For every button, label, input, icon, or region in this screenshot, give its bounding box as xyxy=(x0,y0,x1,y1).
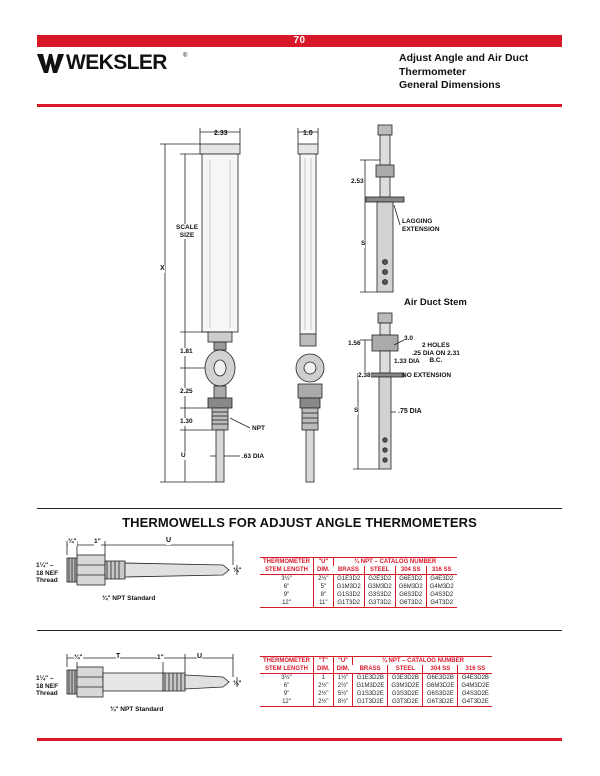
t1-cell: G1E3D2 xyxy=(333,575,364,584)
t2-col-u xyxy=(333,657,353,674)
well2-thread-label xyxy=(36,675,58,698)
t2-cell: 2½" xyxy=(333,682,353,690)
well1-thread-label xyxy=(36,562,58,585)
t1-cell: G6S3D2 xyxy=(395,591,426,599)
table-row xyxy=(260,682,492,690)
t2-cell: G4T3D2E xyxy=(458,698,493,707)
t1-cell: G1M3D2 xyxy=(333,583,364,591)
well1-thread-line-3: Thread xyxy=(36,577,58,584)
t1-cell: G2E3D2 xyxy=(364,575,395,584)
no-extension-label: NO EXTENSION xyxy=(402,372,452,379)
t2-col-brass: BRASS xyxy=(353,665,388,674)
table-row xyxy=(260,583,457,591)
t1-cell: 6" xyxy=(283,584,290,590)
t2-cell: 6" xyxy=(283,683,290,689)
dim-x: X xyxy=(160,265,165,272)
well2-thread-line-3: Thread xyxy=(36,690,58,697)
page-number: 70 xyxy=(293,35,306,46)
title-line-1: Adjust Angle and Air Duct xyxy=(399,52,529,64)
t1-cell: G4M3D2 xyxy=(426,583,457,591)
t2-u-line-2: DIM. xyxy=(336,666,350,672)
dim-2-38: 2.38 xyxy=(358,372,371,379)
well1-npt-standard: ¾" NPT Standard xyxy=(102,595,156,602)
lagging-line-1: LAGGING xyxy=(402,218,433,225)
t2-cell: G4M3D2E xyxy=(458,682,493,690)
two-holes-line-2: .25 DIA ON 2.31 xyxy=(412,349,460,357)
dia-75: .75 DIA xyxy=(398,408,422,415)
well2-dim-u: U xyxy=(197,653,203,660)
well1-dim-side: ¾" xyxy=(233,567,242,574)
scale-size-label xyxy=(176,224,198,239)
t2-cell: G6T3D2E xyxy=(423,698,458,707)
t2-group-header: ¾ NPT – CATALOG NUMBER xyxy=(353,657,493,666)
t1-stem-line-1: THERMOMETER xyxy=(263,559,310,565)
t1-cell: G4S3D2 xyxy=(426,591,457,599)
t1-cell: G4T3D2 xyxy=(426,599,457,608)
t2-cell: 1 xyxy=(314,674,334,683)
table-row xyxy=(260,591,457,599)
t2-col-steel: STEEL xyxy=(388,665,423,674)
title-line-2: Thermometer xyxy=(399,65,467,78)
t1-cell: G1S3D2 xyxy=(333,591,364,599)
title-line-3: General Dimensions xyxy=(399,79,501,91)
t1-cell: G6T3D2 xyxy=(395,599,426,608)
t2-col-stem xyxy=(260,657,314,674)
two-holes-line-3: B.C. xyxy=(429,357,443,364)
t2-cell: 9" xyxy=(283,691,290,697)
size-label: SIZE xyxy=(179,231,195,239)
t1-cell: 9" xyxy=(283,592,290,598)
dim-2-53: 2.53 xyxy=(351,178,364,185)
catalog-table-2 xyxy=(260,656,492,707)
dim-3-0: 3.0 xyxy=(404,335,414,342)
dim-u: U xyxy=(181,452,186,459)
well1-thread-line-2: 18 NEF xyxy=(36,569,59,577)
t1-cell: G6E3D2 xyxy=(395,575,426,584)
t2-col-t xyxy=(314,657,334,674)
dim-1-0: 1.0 xyxy=(303,130,313,137)
t2-cell: G3E3D2B xyxy=(388,674,423,683)
t1-cell: 8" xyxy=(314,591,334,599)
t2-cell: G4S3D2E xyxy=(458,690,493,698)
t1-col-304: 304 SS xyxy=(395,566,426,575)
t2-cell: G6S3D2E xyxy=(423,690,458,698)
footer-divider xyxy=(37,738,562,741)
well1-dim-b: 1" xyxy=(94,538,101,545)
t2-cell: G4E3D2B xyxy=(458,674,493,683)
table-row xyxy=(260,575,457,584)
brand-name: WEKSLER xyxy=(66,51,167,74)
lagging-line-2: EXTENSION xyxy=(402,225,440,233)
t1-cell: 3½" xyxy=(281,576,292,582)
dim-1-81: 1.81 xyxy=(180,348,193,355)
table-row xyxy=(260,599,457,608)
t2-cell: 1½" xyxy=(333,674,353,683)
lagging-label xyxy=(402,218,440,233)
t2-cell: G6E3D2B xyxy=(423,674,458,683)
dia-63: .63 DIA xyxy=(242,453,265,460)
t2-cell: G6M3D2E xyxy=(423,682,458,690)
dim-s: S xyxy=(361,240,366,247)
t1-cell: 2½" xyxy=(314,575,334,584)
t1-col-316: 316 SS xyxy=(426,566,457,575)
well2-dim-t: T xyxy=(116,653,121,660)
t2-cell: G1S3D2E xyxy=(353,690,388,698)
t2-stem-line-2: STEM LENGTH xyxy=(265,666,308,672)
t1-cell: G3S3D2 xyxy=(364,591,395,599)
t1-cell: G3M3D2 xyxy=(364,583,395,591)
t1-group-header: ¾ NPT – CATALOG NUMBER xyxy=(333,558,457,567)
t1-col-brass: BRASS xyxy=(333,566,364,575)
catalog-table-1 xyxy=(260,557,457,608)
well2-dim-a: ¾" xyxy=(74,654,83,661)
t1-u-line-2: DIM. xyxy=(317,567,330,573)
t1-col-stem xyxy=(260,558,314,575)
well2-thread-line-1: 1¼" – xyxy=(36,675,54,682)
registered-mark: ® xyxy=(183,53,188,59)
t1-cell: 5" xyxy=(314,583,334,591)
t2-u-line-1: "U" xyxy=(337,658,349,664)
t2-cell: 2½" xyxy=(314,698,334,707)
dim-2-25: 2.25 xyxy=(180,388,193,395)
section-title: THERMOWELLS FOR ADJUST ANGLE THERMOMETERS xyxy=(122,515,477,530)
two-holes-line-1: 2 HOLES xyxy=(422,342,450,349)
t2-cell: G1T3D2E xyxy=(353,698,388,707)
table-row xyxy=(260,674,492,683)
t2-cell: G1M3D2E xyxy=(353,682,388,690)
t1-cell: G1T3D2 xyxy=(333,599,364,608)
well1-dim-a: ¾" xyxy=(68,538,77,545)
t1-cell: G4E3D2 xyxy=(426,575,457,584)
well1-dim-u: U xyxy=(166,537,172,544)
t2-col-304: 304 SS xyxy=(423,665,458,674)
t2-cell: G3T3D2E xyxy=(388,698,423,707)
table-row xyxy=(260,690,492,698)
t2-t-line-1: "T" xyxy=(318,658,329,664)
t1-u-line-1: "U" xyxy=(318,559,329,565)
scale-label: SCALE xyxy=(176,224,199,231)
dim-s2: S xyxy=(354,407,359,414)
t1-cell: 12" xyxy=(260,599,314,608)
well2-dim-side: ¾" xyxy=(233,680,242,687)
t2-cell: 5½" xyxy=(333,690,353,698)
t2-cell: 8½" xyxy=(333,698,353,707)
t2-cell: 2½" xyxy=(314,690,334,698)
divider-between-wells xyxy=(37,630,562,631)
well2-npt-standard: ¾" NPT Standard xyxy=(110,706,164,713)
section-divider xyxy=(37,508,562,509)
table-row xyxy=(260,698,492,707)
t1-stem-line-2: STEM LENGTH xyxy=(265,567,308,573)
dia-1-33: 1.33 DIA xyxy=(394,358,420,365)
t2-cell: 2½" xyxy=(314,682,334,690)
t2-col-316: 316 SS xyxy=(458,665,493,674)
t2-t-line-2: DIM. xyxy=(317,666,330,672)
air-duct-stem-title: Air Duct Stem xyxy=(404,297,467,308)
t2-cell: G3M3D2E xyxy=(388,682,423,690)
thermowell-2-drawing xyxy=(37,650,252,710)
well2-thread-line-2: 18 NEF xyxy=(36,682,59,690)
t2-stem-line-1: THERMOMETER xyxy=(263,658,310,664)
t1-col-u xyxy=(314,558,334,575)
well2-dim-b: 1" xyxy=(157,654,164,661)
npt-label: NPT xyxy=(252,425,265,432)
t2-cell: G1E3D2B xyxy=(353,674,388,683)
t2-cell: 3½" xyxy=(281,675,292,681)
t2-cell: 12" xyxy=(260,698,314,707)
t2-cell: G3S3D2E xyxy=(388,690,423,698)
t1-cell: G6M3D2 xyxy=(395,583,426,591)
t1-col-steel: STEEL xyxy=(364,566,395,575)
dim-2-33: 2.33 xyxy=(214,130,228,137)
dim-1-56: 1.56 xyxy=(348,340,361,347)
dim-1-30: 1.30 xyxy=(180,418,193,425)
t1-cell: G3T3D2 xyxy=(364,599,395,608)
t1-cell: 11" xyxy=(314,599,334,608)
well1-thread-line-1: 1¼" – xyxy=(36,562,54,569)
